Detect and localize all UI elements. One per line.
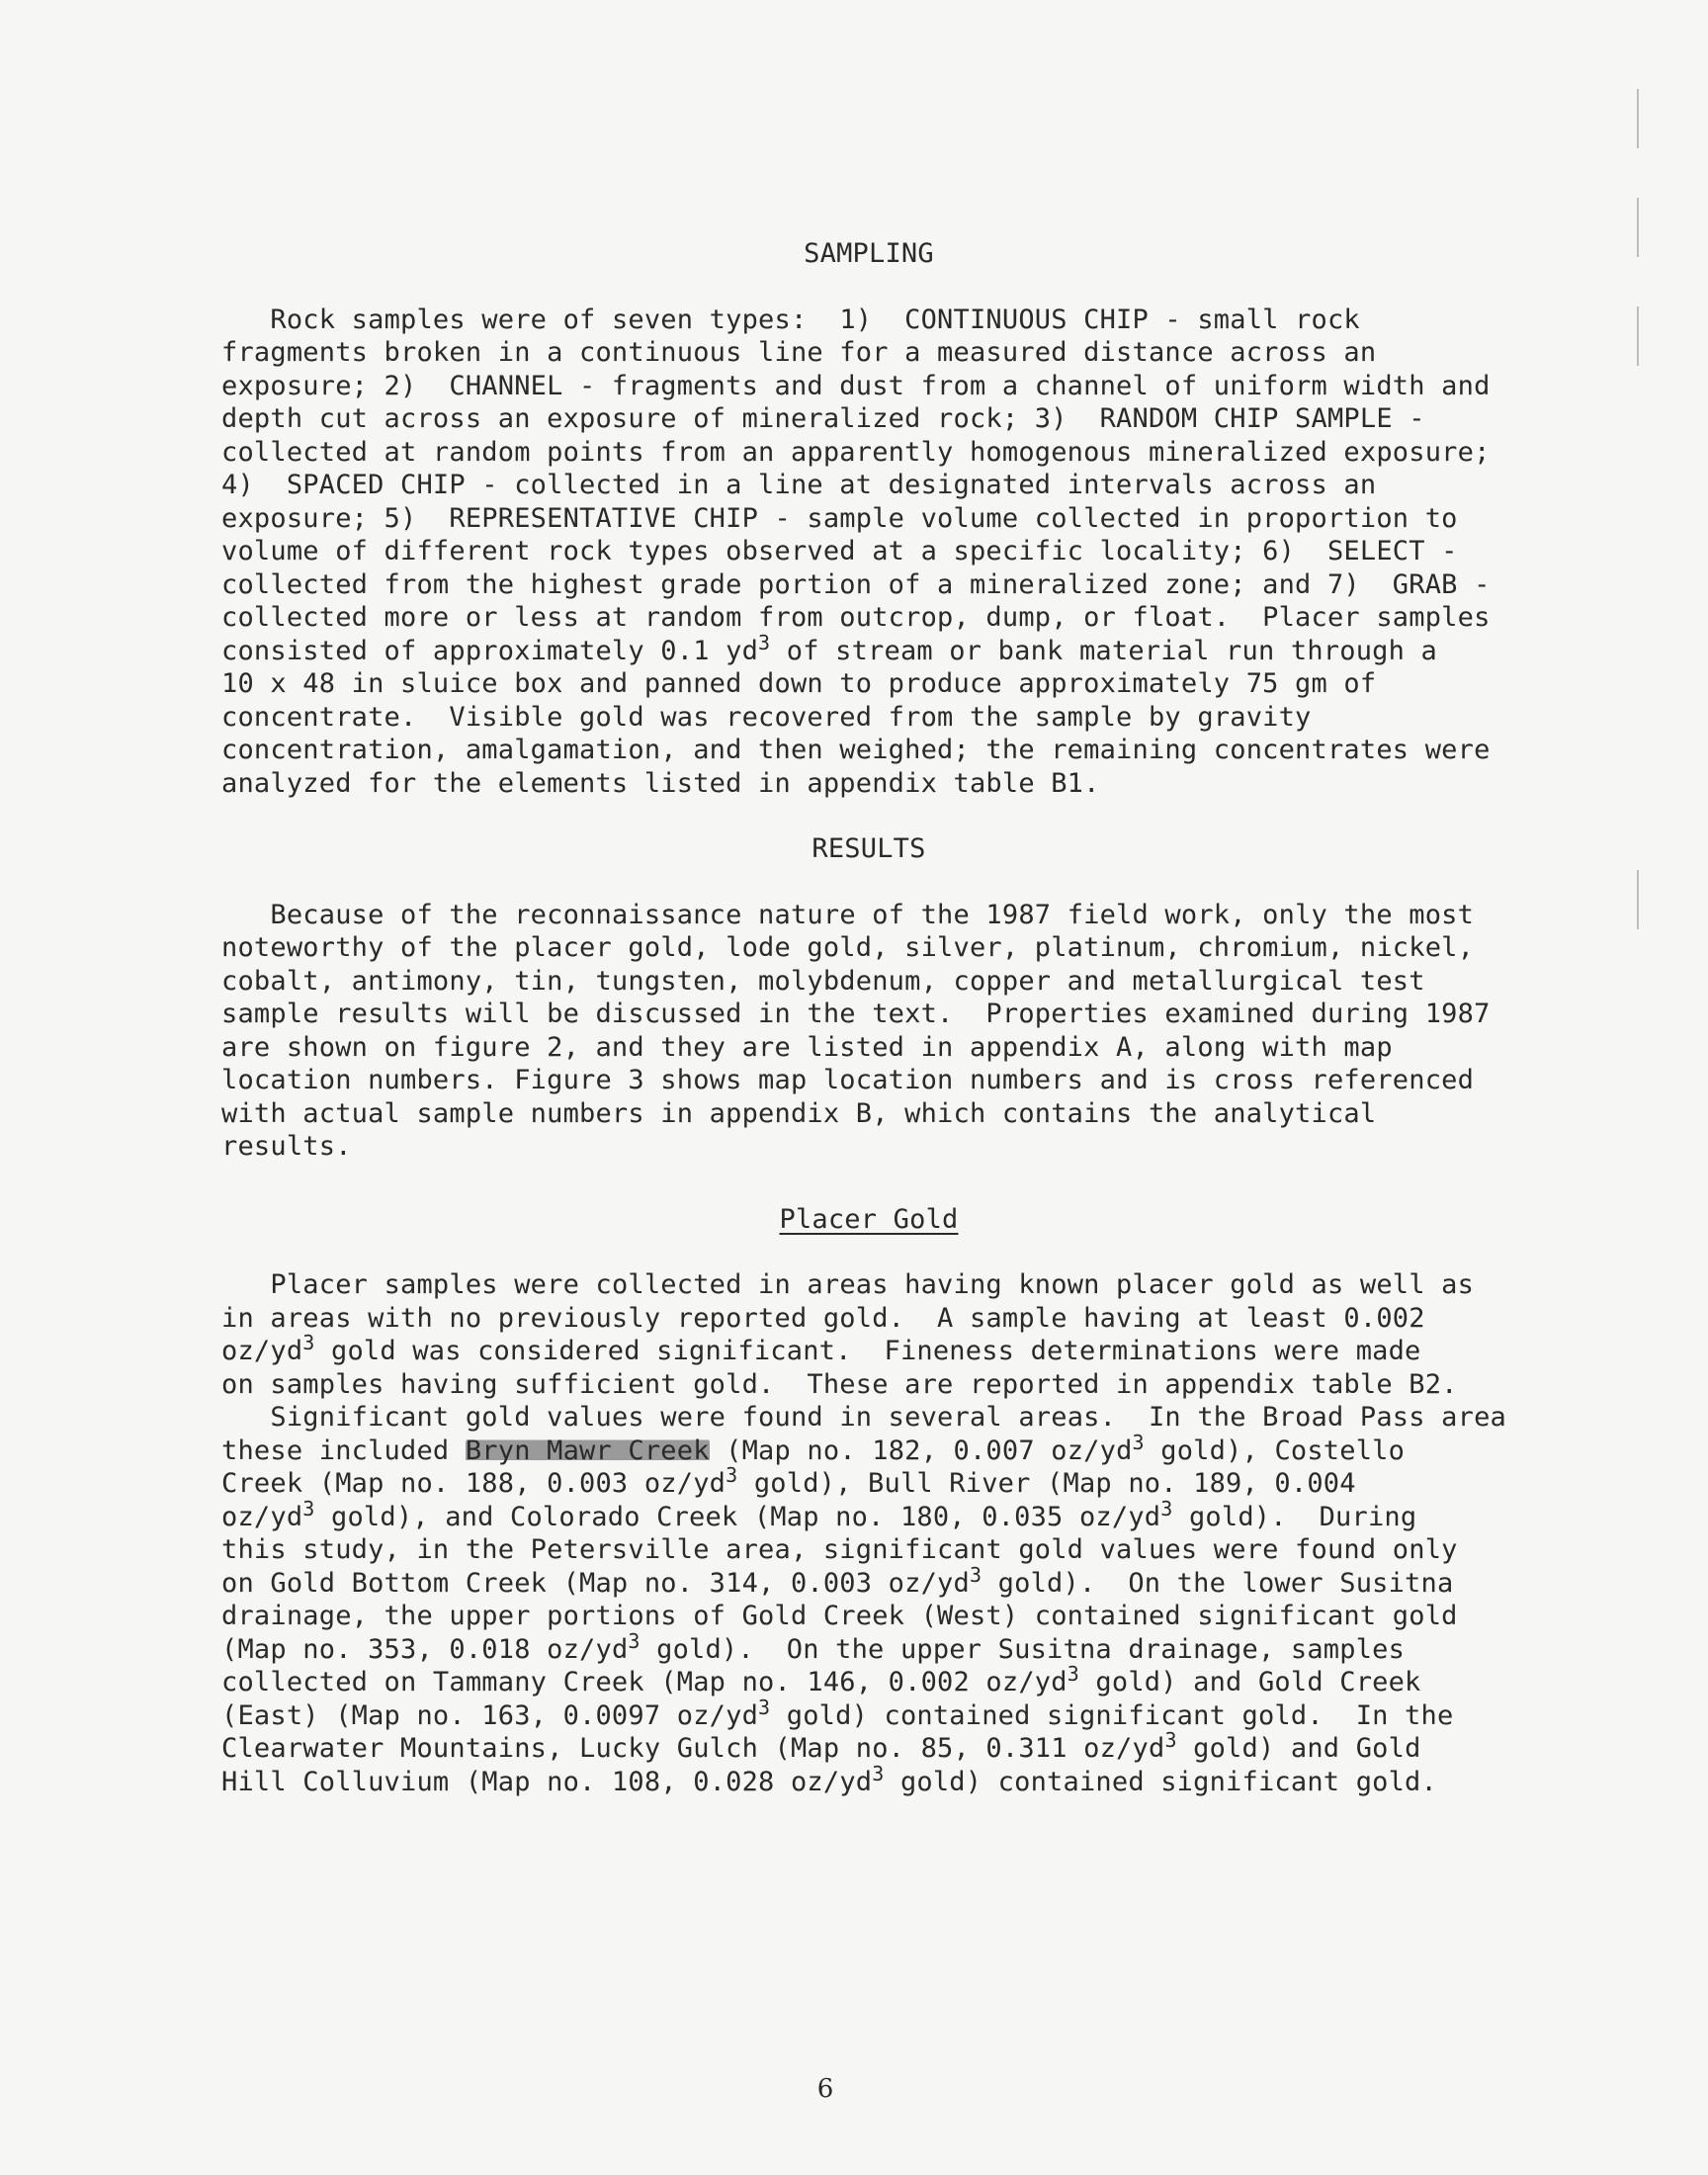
- cubic-exponent: 3: [969, 1562, 982, 1587]
- cubic-exponent: 3: [628, 1628, 640, 1653]
- placer-gold-heading: [221, 1203, 1516, 1237]
- page-number: 6: [816, 2074, 834, 2104]
- results-heading: RESULTS: [811, 833, 926, 864]
- placer-gold-paragraph-2-rest: (Map no. 182, 0.007 $oz/yd^3$ gold), Costello Creek (Map no. 188, 0.003 $oz/yd^3$ gold), Bull River (Map no. 189, 0.004 $oz/yd^3$ gold), and Colorado Creek (Map no. 180, 0.035 $oz/yd^3$ gold). During this study, in the Petersville area, significant gold values were found only on Gold Bottom Creek (Map no. 314, 0.003 $oz/yd^3$ gold). On the lower Susitna drainage, the upper portions of Gold Creek (West) contained significant gold (Map no. 353, 0.018 $oz/yd^3$ gold). On the upper Susitna drainage, samples collected on Tammany Creek (Map no. 146, 0.002 $oz/yd^3$ gold) and Gold Creek (East) (Map no. 163, 0.0097 $oz/yd^3$ gold) contained significant gold. In the Clearwater Mountains, Lucky Gulch (Map no. 85, 0.311 $oz/yd^3$ gold) and Gold Hill Colluvium (Map no. 108, 0.028 $oz/yd^3$ gold) contained significant gold.: [221, 1430, 1458, 1797]
- scan-edge-mark: [1637, 198, 1649, 257]
- cubic-exponent: 3: [1160, 1496, 1173, 1521]
- sampling-heading: SAMPLING: [804, 238, 934, 269]
- results-paragraph: Because of the reconnaissance nature of the 1987 field work, only the most noteworthy of the placer gold, lode gold, silver, platinum, chromium, nickel, cobalt, antimony, tin, tungsten, molybdenum, copper and metallurgical test sample results will be discussed in the text. Properties examined during 1987 are shown on figure 2, and they are listed in appendix A, along with map location numbers. Figure 3 shows map location numbers and is cross referenced with actual sample numbers in appendix B, which contains the analytical results.: [221, 899, 1491, 1162]
- cubic-exponent: 3: [726, 1463, 738, 1487]
- cubic-exponent: 3: [758, 630, 771, 654]
- scan-edge-mark: [1637, 870, 1649, 929]
- scan-edge-mark: [1637, 306, 1649, 366]
- cubic-exponent: 3: [302, 1331, 315, 1354]
- cubic-exponent: 3: [1132, 1430, 1145, 1454]
- cubic-exponent: 3: [758, 1695, 771, 1719]
- highlighted-creek-name: Bryn Mawr Creek: [465, 1435, 710, 1466]
- scan-edge-mark: [1637, 89, 1649, 148]
- cubic-exponent: 3: [302, 1496, 315, 1521]
- placer-gold-heading-text: Placer Gold: [779, 1203, 959, 1235]
- sampling-paragraph: Rock samples were of seven types: 1) CONTINUOUS CHIP - small rock fragments broken in a continuous line for a measured distance across an exposure; 2) CHANNEL - fragments and dust from a channel of uniform width and depth cut across an exposure of mineralized rock; 3) RANDOM CHIP SAMPLE - collected at random points from an apparently homogenous mineralized exposure; 4) SPACED CHIP - collected in a line at designated intervals across an exposure; 5) REPRESENTATIVE CHIP - sample volume collected in proportion to volume of different rock types observed at a specific locality; 6) SELECT - collected from the highest grade portion of a mineralized zone; and 7) GRAB - collected more or less at random from outcrop, dump, or float. Placer samples consisted of approximately 0.1 $yd^3$ of stream or bank material run through a 10 x 48 in sluice box and panned down to produce approximately 75 gm of concentrate. Visible gold was recovered from the sample by gravity concentration, amalgamation, and then weighed; the remaining concentrates were analyzed for the elements listed in appendix table B1.: [221, 304, 1491, 799]
- placer-gold-paragraph-2: [221, 1401, 1516, 1798]
- cubic-exponent: 3: [872, 1761, 885, 1785]
- placer-gold-paragraph-1: Placer samples were collected in areas having known placer gold as well as in areas with no previously reported gold. A sample having at least 0.002 $oz/yd^3$ gold was considered significant. Fineness determinations were made on samples having sufficient gold. These are reported in appendix table B2.: [221, 1269, 1475, 1400]
- placer-gold-paragraph-2-lead: Significant gold values were found in several areas. In the Broad Pass area these included: [221, 1402, 1506, 1466]
- cubic-exponent: 3: [1164, 1728, 1177, 1752]
- cubic-exponent: 3: [1067, 1662, 1079, 1686]
- document-body: [221, 237, 1516, 1798]
